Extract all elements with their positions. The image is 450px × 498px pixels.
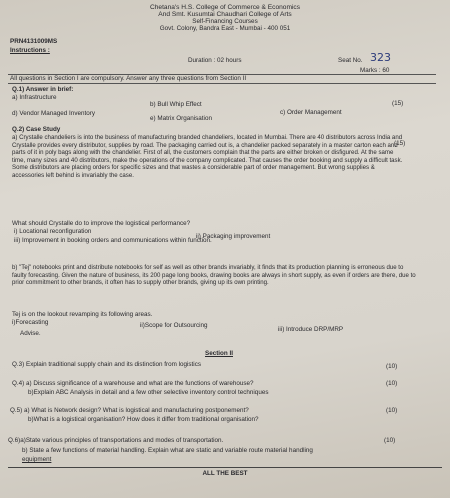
q1-title: Q.1) Answer in brief: [12, 86, 74, 93]
q1-item-e: e) Matrix Organisation [150, 115, 212, 122]
q4-marks: (10) [386, 380, 398, 387]
q1-item-d: d) Vendor Managed Inventory [12, 110, 95, 117]
footer-text: ALL THE BEST [202, 470, 248, 477]
q1-marks: (15) [392, 100, 404, 107]
duration: Duration : 02 hours [188, 57, 242, 64]
case-a-option-i: i) Locational reconfiguration [14, 228, 92, 235]
case-study-a: a) Crystalle chandeliers is into the business of manufacturing branded chandeliers, located in Mumbai. There are 40 distributors across India and Crystalle provides every distributor, supplies by road. The packaging carried out is, a chandelier packed separately in a master carton each and parts of it in poly bags along with the chandelier. First of all, the customers complain that the parts are either broken or disfigured. At the same time, many sizes and 40 distributors, make the operations of the company complicated. That causes the order booking and supply a difficult task. Some distributors are placing orders for specific sizes and that wastes a considerable part of order management. But wrong supplies & accessories left behind is invariably the case. [12, 134, 403, 179]
total-marks: Marks : 60 [360, 67, 390, 74]
q5-marks: (10) [386, 407, 398, 414]
instructions-label: Instructions : [10, 47, 50, 54]
paper-code: PRN4131009MS [10, 38, 58, 45]
seat-no-label: Seat No. [338, 57, 363, 64]
college-name-line2: And Smt. Kusumtai Chaudhari College of Arts [158, 11, 292, 18]
case-b-advise: Advise. [20, 330, 41, 337]
case-a-option-ii: ii) Packaging improvement [196, 233, 271, 240]
q4-part-b: b)Explain ABC Analysis in detail and a few other selective inventory control techniques [28, 389, 269, 396]
section2-label: Section II [205, 350, 233, 357]
q5-part-a: Q.5) a) What is Network design? What is logistical and manufacturing postponement? [10, 407, 249, 414]
q6-part-b-continued: equipment [22, 456, 52, 463]
case-b-option-ii: ii)Scope for Outsourcing [140, 322, 208, 329]
case-b-option-iii: iii) Introduce DRP/MRP [278, 326, 344, 333]
case-a-option-iii: iii) Improvement in booking orders and communications within function. [14, 237, 212, 244]
q1-item-c: c) Order Management [280, 109, 342, 116]
section1-note-box [8, 74, 436, 84]
q3-marks: (10) [386, 363, 398, 370]
college-name-line1: Chetana's H.S. College of Commerce & Economics [149, 4, 301, 11]
case-study-a-question: What should Crystalle do to improve the logistical performance? [12, 220, 191, 227]
q2-marks: (15) [394, 140, 406, 147]
q5-part-b: b)What is a logistical organisation? How does it differ from traditional organisation? [28, 416, 259, 423]
q6-part-a: Q.6)a)State various principles of transportations and modes of transportation. [8, 437, 224, 444]
case-study-b: b) "Tej" notebooks print and distribute notebooks for self as well as other brands invariably, it finds that its production planning is erroneous due to faulty forecasting. Given the nature of business, its 200 page long books, drawing books are always in short supply, as even if orders are there, due to prior commitment to other brands, it often has to supply other brands, giving up its own printing. [12, 264, 416, 287]
q2-title: Q.2) Case Study [12, 126, 61, 133]
q1-item-b: b) Bull Whip Effect [150, 101, 202, 108]
section1-note: All questions in Section I are compulsory. Answer any three questions from Section II [10, 75, 247, 82]
footer-divider [8, 467, 442, 468]
seat-no-value: 323 [370, 51, 391, 64]
q4-part-a: Q.4) a) Discuss significance of a warehouse and what are the functions of warehouse? [12, 380, 254, 387]
q6-part-b: b) State a few functions of material handling. Explain what are static and variable route material handling [22, 447, 313, 454]
college-name-line3: Self-Financing Courses [192, 18, 258, 25]
college-address: Govt. Colony, Bandra East - Mumbai - 400 051 [159, 25, 291, 32]
q1-item-a: a) Infrastructure [12, 94, 57, 101]
case-study-b-question: Tej is on the lookout revamping its following areas. [12, 311, 153, 318]
case-b-option-i: i)Forecasting [12, 319, 49, 326]
q3-text: Q.3) Explain traditional supply chain and its distinction from logistics [12, 361, 201, 368]
q6-marks: (10) [384, 437, 396, 444]
